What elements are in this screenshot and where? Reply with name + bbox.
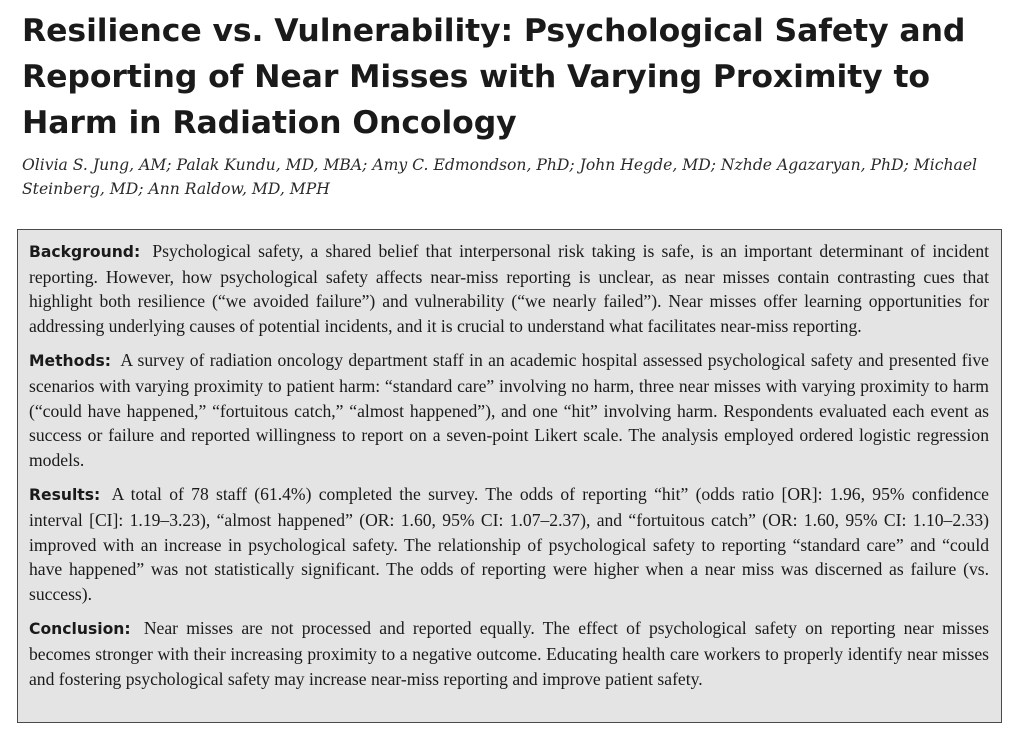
results-label: Results: — [29, 486, 101, 505]
methods-label: Methods: — [29, 352, 112, 371]
abstract-background — [29, 239, 989, 338]
abstract-box — [17, 229, 1002, 723]
background-text: Psychological safety, a shared belief that interpersonal risk taking is safe, is an important determinant of incident reporting. However, how psychological safety affects near-miss reporting is unclear, as near misses contain contrasting cues that highlight both resilience (“we avoided failure”) and vulnerability (“we nearly failed”). Near misses offer learning opportunities for addressing underlying causes of potential incidents, and it is crucial to understand what facilitates near-miss reporting. — [29, 241, 989, 336]
author-list: Olivia S. Jung, AM; Palak Kundu, MD, MBA; Amy C. Edmondson, PhD; John Hegde, MD; Nzhde Agazaryan, PhD; Michael Steinberg, MD; Ann Raldow, MD, MPH — [22, 156, 978, 198]
paper-title: Resilience vs. Vulnerability: Psychological Safety and Reporting of Near Misses with Varying Proximity to Harm in Radiation Oncology — [22, 13, 966, 141]
conclusion-text: Near misses are not processed and reported equally. The effect of psychological safety on reporting near misses becomes stronger with their increasing proximity to a negative outcome. Educating health care workers to properly identify near misses and fostering psychological safety may increase near-miss reporting and improve patient safety. — [29, 618, 989, 689]
results-text: A total of 78 staff (61.4%) completed the survey. The odds of reporting “hit” (odds ratio [OR]: 1.96, 95% confidence interval [CI]: 1.19–3.23), “almost happened” (OR: 1.60, 95% CI: 1.07–2.37), and “fortuitous catch” (OR: 1.60, 95% CI: 1.10–2.33) improved with an increase in psychological safety. The relationship of psychological safety to reporting “standard care” and “could have happened” was not statistically significant. The odds of reporting were higher when a near miss was discerned as failure (vs. success). — [29, 484, 989, 604]
methods-text: A survey of radiation oncology department staff in an academic hospital assessed psychological safety and presented five scenarios with varying proximity to patient harm: “standard care” involving no harm, three near misses with varying proximity to harm (“could have happened,” “fortuitous catch,” “almost happened”), and one “hit” involving harm. Respondents evaluated each event as success or failure and reported willingness to report on a seven-point Likert scale. The analysis employed ordered logistic regression models. — [29, 350, 989, 470]
abstract-methods — [29, 348, 989, 472]
abstract-conclusion — [29, 616, 989, 691]
background-label: Background: — [29, 243, 141, 261]
abstract-results — [29, 482, 989, 606]
conclusion-label: Conclusion: — [29, 620, 131, 639]
